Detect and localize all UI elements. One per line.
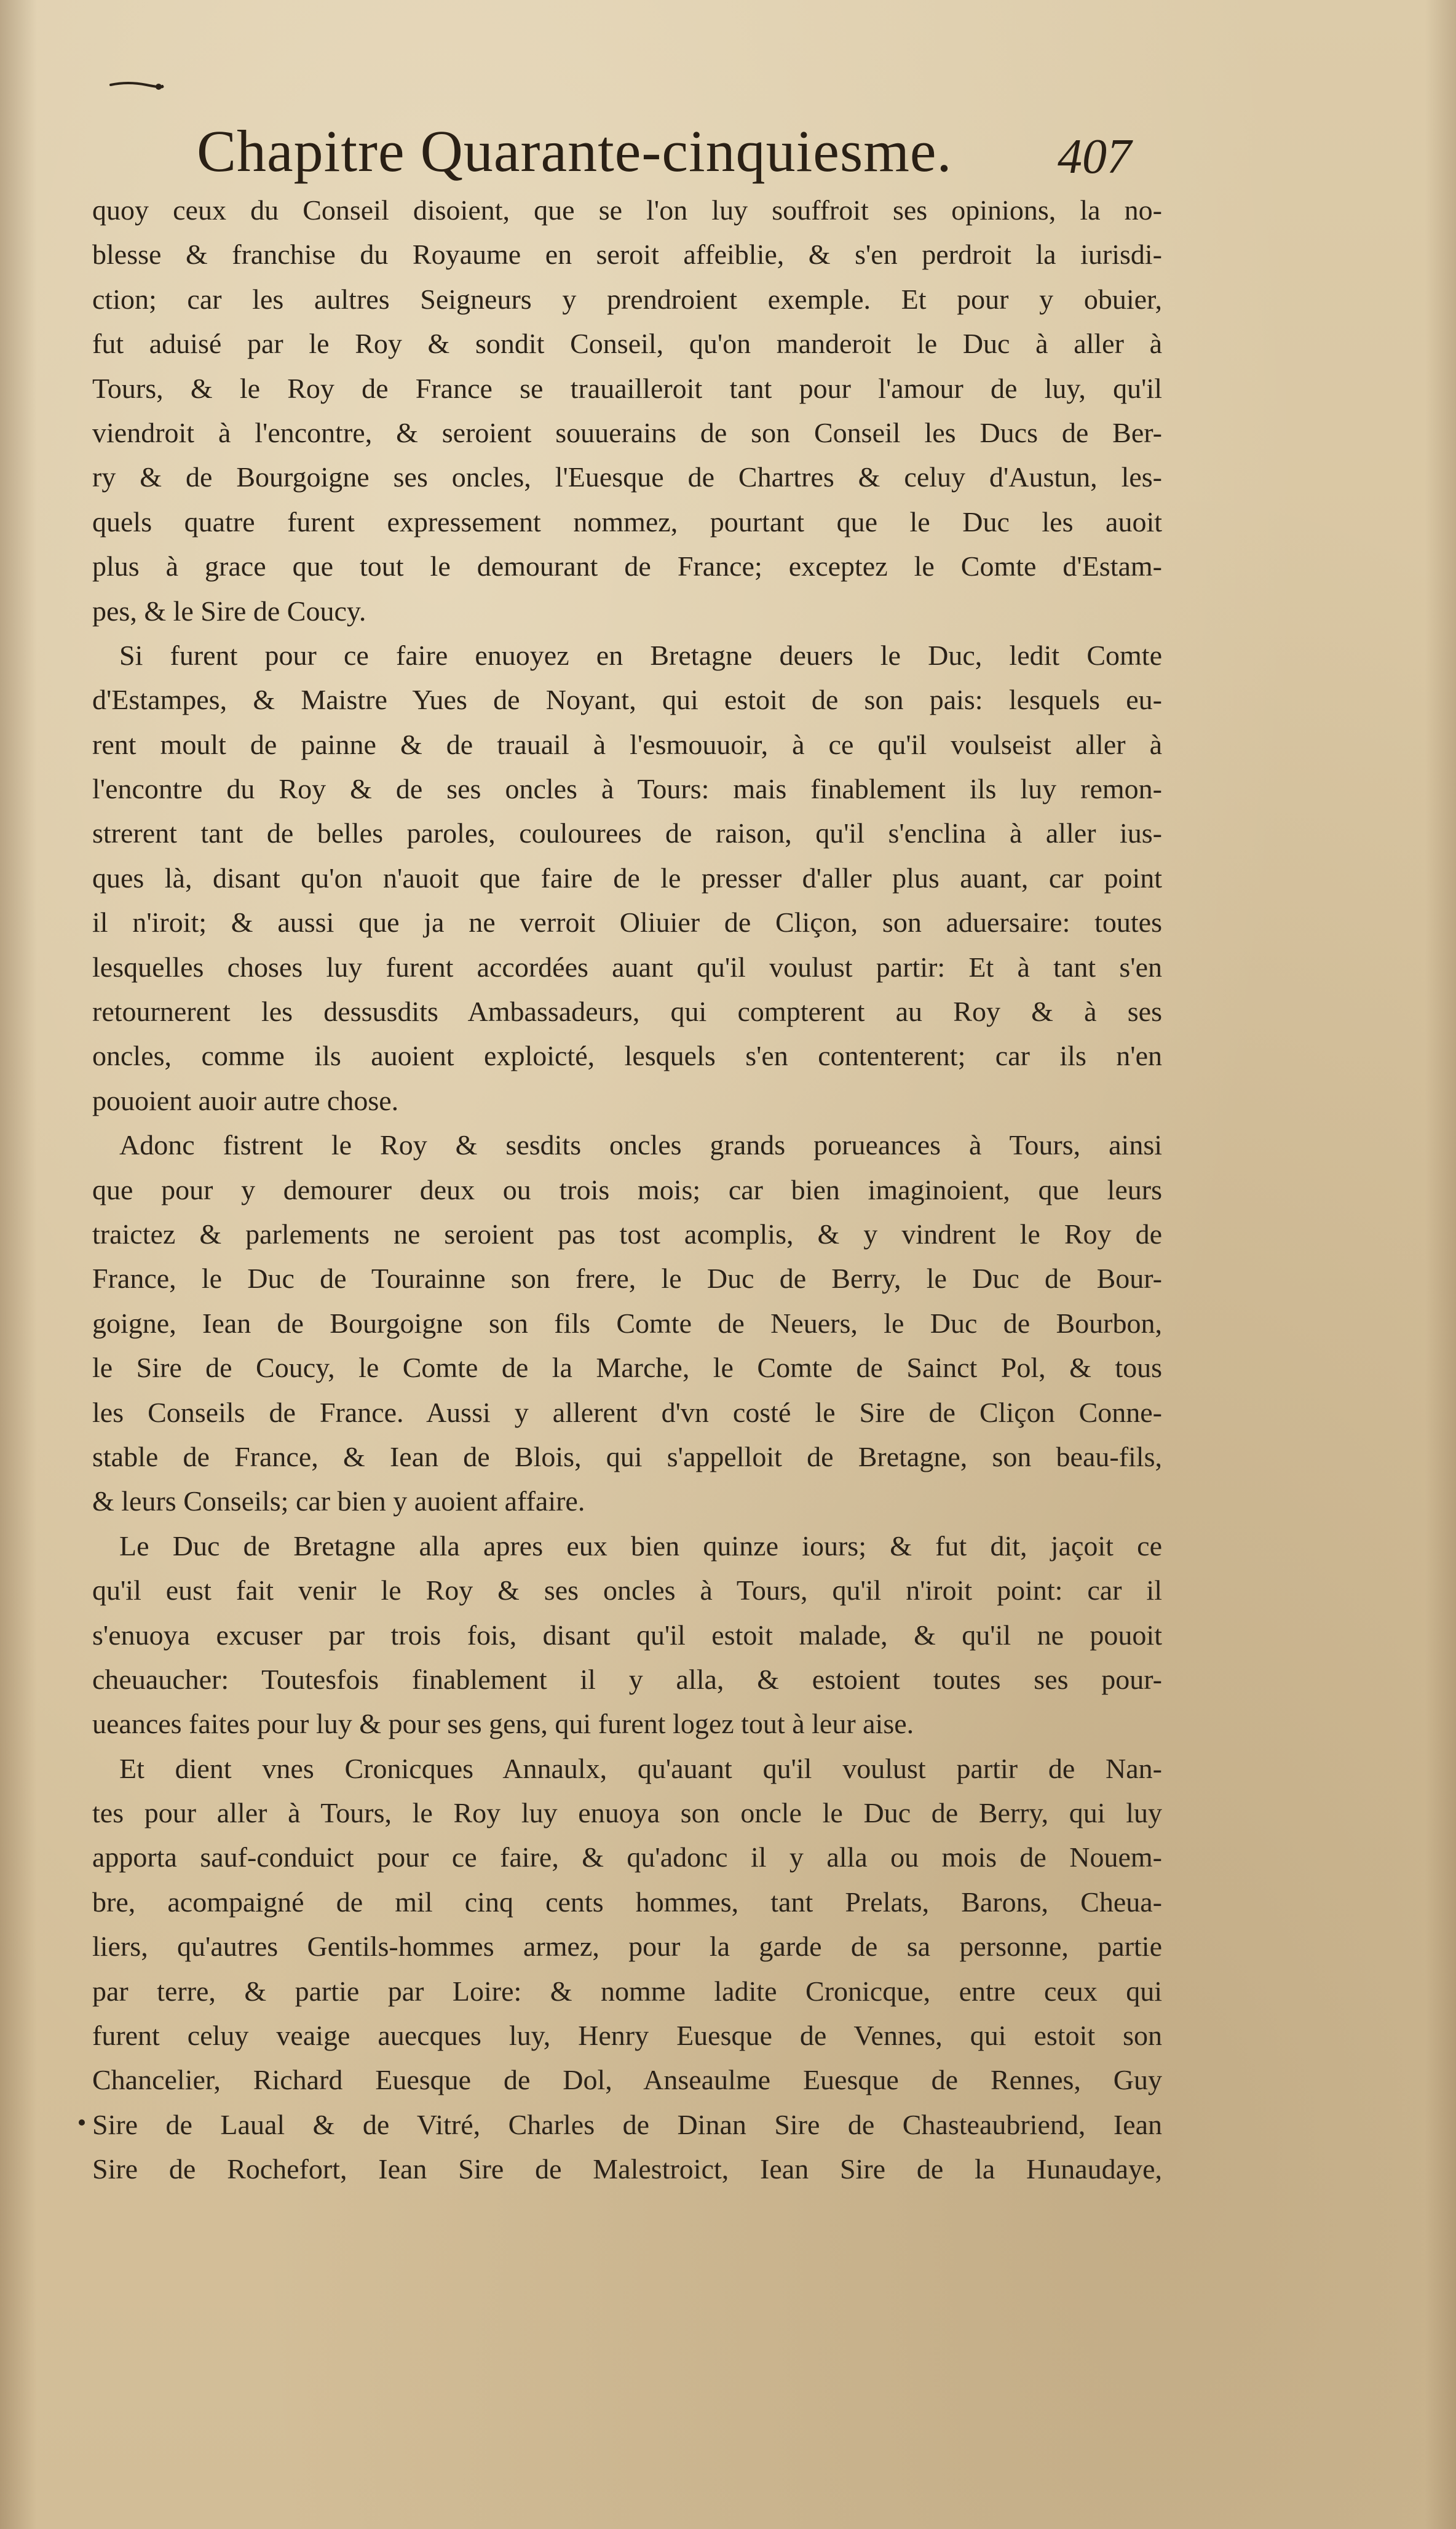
text-line: traictez & parlements ne seroient pas tost acomplis, & y vindrent le Roy de [92,1218,1162,1250]
text-line: que pour y demourer deux ou trois mois; car bien imaginoient, que leurs [92,1173,1162,1205]
ink-speck [79,2119,85,2126]
text-line: pouoient auoir autre chose. [92,1084,399,1116]
text-line: & leurs Conseils; car bien y auoient affaire. [92,1485,585,1517]
text-line: goigne, Iean de Bourgoigne son fils Comte de Neuers, le Duc de Bourbon, [92,1307,1162,1339]
text-line: Sire de Laual & de Vitré, Charles de Dinan Sire de Chasteaubriend, Iean [92,2108,1162,2140]
text-line: rent moult de painne & de trauail à l'esmouuoir, à ce qu'il voulseist aller à [92,728,1162,760]
text-line: Chancelier, Richard Euesque de Dol, Anseaulme Euesque de Rennes, Guy [92,2064,1162,2096]
text-line: plus à grace que tout le demourant de France; exceptez le Comte d'Estam- [92,550,1162,582]
text-line: d'Estampes, & Maistre Yues de Noyant, qui estoit de son pais: lesquels eu- [92,684,1162,716]
text-line: Adonc fistrent le Roy & sesdits oncles grands porueances à Tours, ainsi [119,1129,1162,1161]
text-line: ueances faites pour luy & pour ses gens, qui furent logez tout à leur aise. [92,1708,914,1740]
text-line: Sire de Rochefort, Iean Sire de Malestroict, Iean Sire de la Hunaudaye, [92,2153,1162,2185]
text-line: les Conseils de France. Aussi y allerent d'vn costé le Sire de Cliçon Conne- [92,1396,1162,1428]
text-line: lesquelles choses luy furent accordées auant qu'il voulust partir: Et à tant s'en [92,951,1162,983]
text-line: par terre, & partie par Loire: & nomme ladite Cronicque, entre ceux qui [92,1975,1162,2007]
text-line: furent celuy veaige auecques luy, Henry Euesque de Vennes, qui estoit son [92,2020,1162,2052]
text-line: cheuaucher: Toutesfois finablement il y alla, & estoient toutes ses pour- [92,1663,1162,1695]
binding-shadow [0,0,37,2529]
text-line: Le Duc de Bretagne alla apres eux bien quinze iours; & fut dit, jaçoit ce [119,1530,1162,1562]
text-line: l'encontre du Roy & de ses oncles à Tours: mais finablement ils luy remon- [92,773,1162,805]
text-line: Si furent pour ce faire enuoyez en Bretagne deuers le Duc, ledit Comte [119,639,1162,671]
text-line: viendroit à l'encontre, & seroient souuerains de son Conseil les Ducs de Ber- [92,416,1162,448]
text-line: liers, qu'autres Gentils-hommes armez, pour la garde de sa personne, partie [92,1931,1162,1963]
text-line: le Sire de Coucy, le Comte de la Marche, le Comte de Sainct Pol, & tous [92,1352,1162,1384]
text-line: quoy ceux du Conseil disoient, que se l'on luy souffroit ses opinions, la no- [92,194,1162,226]
text-line: bre, acompaigné de mil cinq cents hommes, tant Prelats, Barons, Cheua- [92,1886,1162,1918]
page-edge-shadow [1425,0,1456,2529]
text-line: retournerent les dessusdits Ambassadeurs, qui compterent au Roy & à ses [92,996,1162,1028]
text-line: blesse & franchise du Royaume en seroit affeiblie, & s'en perdroit la iurisdi- [92,239,1162,271]
text-line: oncles, comme ils auoient exploicté, lesquels s'en contenterent; car ils n'en [92,1040,1162,1072]
text-line: tes pour aller à Tours, le Roy luy enuoya son oncle le Duc de Berry, qui luy [92,1797,1162,1829]
text-line: ction; car les aultres Seigneurs y prendroient exemple. Et pour y obuier, [92,283,1162,315]
text-line: stable de France, & Iean de Blois, qui s'appelloit de Bretagne, son beau-fils, [92,1440,1162,1472]
running-title: Chapitre Quarante-cinquiesme. [197,118,952,184]
text-line: pes, & le Sire de Coucy. [92,595,366,627]
ink-flourish [109,76,165,95]
text-line: strerent tant de belles paroles, coulourees de raison, qu'il s'enclina à aller ius- [92,817,1162,849]
text-line: Et dient vnes Cronicques Annaulx, qu'auant qu'il voulust partir de Nan- [119,1752,1162,1784]
text-line: quels quatre furent expressement nommez, pourtant que le Duc les auoit [92,506,1162,538]
text-line: ry & de Bourgoigne ses oncles, l'Euesque de Chartres & celuy d'Austun, les- [92,461,1162,493]
text-line: s'enuoya excuser par trois fois, disant qu'il estoit malade, & qu'il ne pouoit [92,1619,1162,1651]
body-text [92,188,1162,2192]
text-line: Tours, & le Roy de France se trauailleroit tant pour l'amour de luy, qu'il [92,372,1162,404]
text-line: il n'iroit; & aussi que ja ne verroit Oliuier de Cliçon, son aduersaire: toutes [92,907,1162,939]
text-line: apporta sauf-conduict pour ce faire, & qu'adonc il y alla ou mois de Nouem- [92,1841,1162,1873]
text-line: fut aduisé par le Roy & sondit Conseil, qu'on manderoit le Duc à aller à [92,328,1162,360]
text-line: qu'il eust fait venir le Roy & ses oncles à Tours, qu'il n'iroit point: car il [92,1574,1162,1606]
page-number: 407 [1058,130,1131,184]
text-line: France, le Duc de Tourainne son frere, le Duc de Berry, le Duc de Bour- [92,1263,1162,1295]
text-line: ques là, disant qu'on n'auoit que faire de le presser d'aller plus auant, car point [92,862,1162,894]
